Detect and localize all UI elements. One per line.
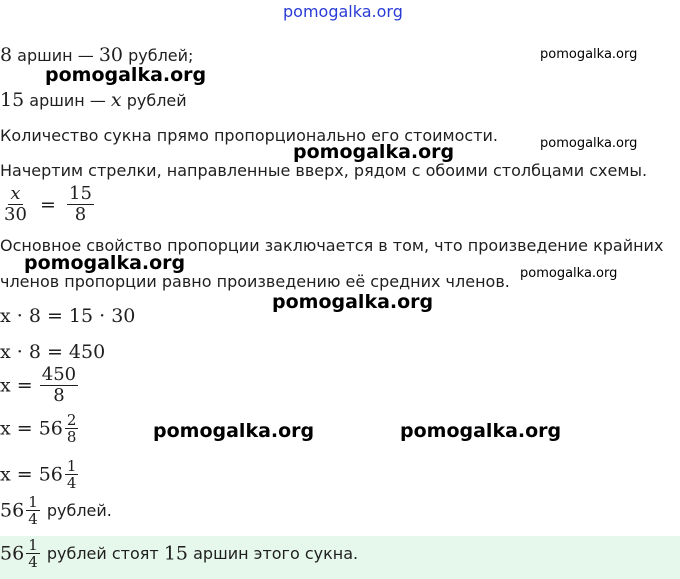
fraction-450-8: $\frac{450}{8}$	[41, 364, 77, 406]
text-proportional: Количество сукна прямо пропорционально его стоимости.	[0, 126, 498, 145]
fraction-15-8: $\frac{15}{8}$	[69, 183, 92, 225]
result-line: 56 $\frac{1}{4}$ рублей.	[0, 493, 112, 528]
text-proportion-property-1: Основное свойство пропорции заключается в том, что произведение крайних	[0, 236, 664, 255]
fraction-2-8: $\frac{2}{8}$	[66, 411, 77, 446]
watermark-large: pomogalka.org	[293, 141, 455, 163]
watermark-small: pomogalka.org	[540, 136, 638, 151]
answer-box	[0, 536, 680, 579]
watermark-small: pomogalka.org	[540, 47, 638, 62]
fraction-1-4: $\frac{1}{4}$	[28, 493, 38, 528]
watermark-small: pomogalka.org	[520, 266, 618, 281]
watermark-large: pomogalka.org	[153, 420, 315, 442]
equation-5: x = 56 $\frac{1}{4}$	[0, 457, 77, 492]
line-15-arshin: 15 аршин — x рублей	[0, 89, 187, 111]
equation-4: x = 56 $\frac{2}{8}$	[0, 411, 77, 446]
watermark-top: pomogalka.org	[283, 2, 403, 21]
watermark-large: pomogalka.org	[400, 420, 562, 442]
fraction-1-4: $\frac{1}{4}$	[66, 457, 77, 492]
text-proportion-property-2: членов пропорции равно произведению её средних членов.	[0, 272, 510, 291]
equation-2: x · 8 = 450	[0, 341, 106, 363]
line-8-arshin: 8 аршин — 30 рублей;	[0, 44, 194, 66]
fraction-1-4: $\frac{1}{4}$	[28, 536, 38, 571]
watermark-large: pomogalka.org	[24, 252, 186, 274]
answer-text: 56 $\frac{1}{4}$ рублей стоят 15 аршин этого сукна.	[0, 536, 359, 571]
proportion-equation: $\frac{x}{30}$ = $\frac{15}{8}$	[4, 183, 92, 225]
equation-3: x = $\frac{450}{8}$	[0, 364, 77, 406]
equation-1: x · 8 = 15 · 30	[0, 305, 136, 327]
text-arrows: Начертим стрелки, направленные вверх, рядом с обоими столбцами схемы.	[0, 161, 648, 180]
watermark-large: pomogalka.org	[272, 291, 434, 313]
watermark-large: pomogalka.org	[45, 64, 207, 86]
fraction-x-30: $\frac{x}{30}$	[4, 183, 27, 225]
